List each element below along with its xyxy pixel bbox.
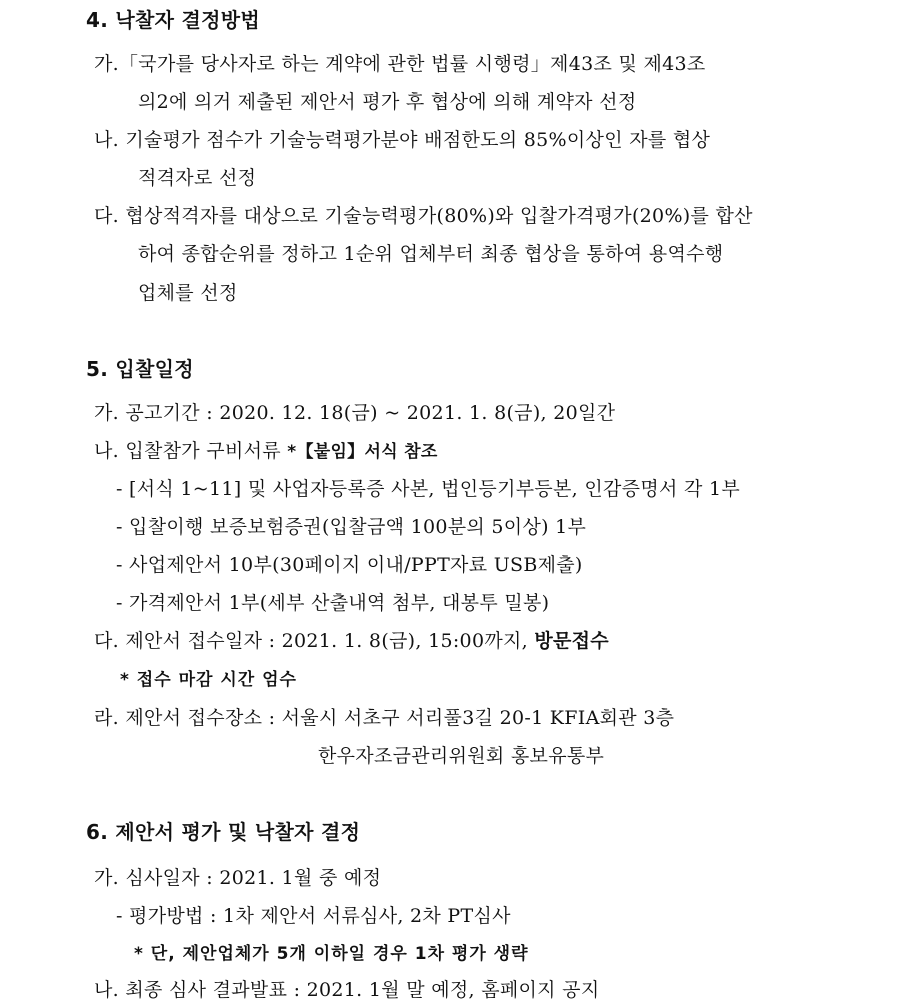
section-5-title: 5. 입찰일정	[86, 357, 194, 381]
section-4-item-a-line1: 가.「국가를 당사자로 하는 계약에 관한 법률 시행령」제43조 및 제43조	[94, 53, 706, 75]
final-result-announcement: 나. 최종 심사 결과발표 : 2021. 1월 말 예정, 홈페이지 공지	[94, 979, 600, 1001]
evaluation-note: * 단, 제안업체가 5개 이하일 경우 1차 평가 생략	[134, 944, 529, 964]
deadline-note: * 접수 마감 시간 엄수	[120, 670, 297, 690]
bid-period: 가. 공고기간 : 2020. 12. 18(금) ~ 2021. 1. 8(금), 20일간	[94, 402, 616, 424]
required-documents-label: 나. 입찰참가 구비서류	[94, 440, 288, 462]
section-4-item-b-line2: 적격자로 선정	[138, 167, 257, 189]
document-item: - 가격제안서 1부(세부 산출내역 첨부, 대봉투 밀봉)	[116, 592, 550, 614]
section-4-item-c-line3: 업체를 선정	[138, 282, 238, 304]
submission-place: 라. 제안서 접수장소 : 서울시 서초구 서리풀3길 20-1 KFIA회관 3층	[94, 707, 675, 729]
document-item: - [서식 1~11] 및 사업자등록증 사본, 법인등기부등본, 인감증명서 각 1부	[116, 478, 741, 500]
attachment-note: *【붙임】서식 참조	[287, 442, 438, 462]
submission-date	[94, 629, 609, 653]
evaluation-method: - 평가방법 : 1차 제안서 서류심사, 2차 PT심사	[116, 905, 511, 927]
section-4-title: 4. 낙찰자 결정방법	[86, 8, 260, 32]
submission-date-text: 다. 제안서 접수일자 : 2021. 1. 8(금), 15:00까지,	[94, 630, 535, 652]
review-date: 가. 심사일자 : 2021. 1월 중 예정	[94, 867, 382, 889]
document-item: - 입찰이행 보증보험증권(입찰금액 100분의 5이상) 1부	[116, 516, 587, 538]
submission-department: 한우자조금관리위원회 홍보유통부	[318, 745, 605, 767]
document-item: - 사업제안서 10부(30페이지 이내/PPT자료 USB제출)	[116, 554, 583, 576]
section-4-item-a-line2: 의2에 의거 제출된 제안서 평가 후 협상에 의해 계약자 선정	[138, 91, 637, 113]
required-documents-heading	[94, 439, 438, 464]
section-4-item-c-line2: 하여 종합순위를 정하고 1순위 업체부터 최종 협상을 통하여 용역수행	[138, 243, 724, 265]
visit-submission: 방문접수	[534, 630, 609, 652]
section-4-item-c-line1: 다. 협상적격자를 대상으로 기술능력평가(80%)와 입찰가격평가(20%)를 합산	[94, 205, 753, 227]
section-6-title: 6. 제안서 평가 및 낙찰자 결정	[86, 820, 361, 844]
section-4-item-b-line1: 나. 기술평가 점수가 기술능력평가분야 배점한도의 85%이상인 자를 협상	[94, 129, 711, 151]
